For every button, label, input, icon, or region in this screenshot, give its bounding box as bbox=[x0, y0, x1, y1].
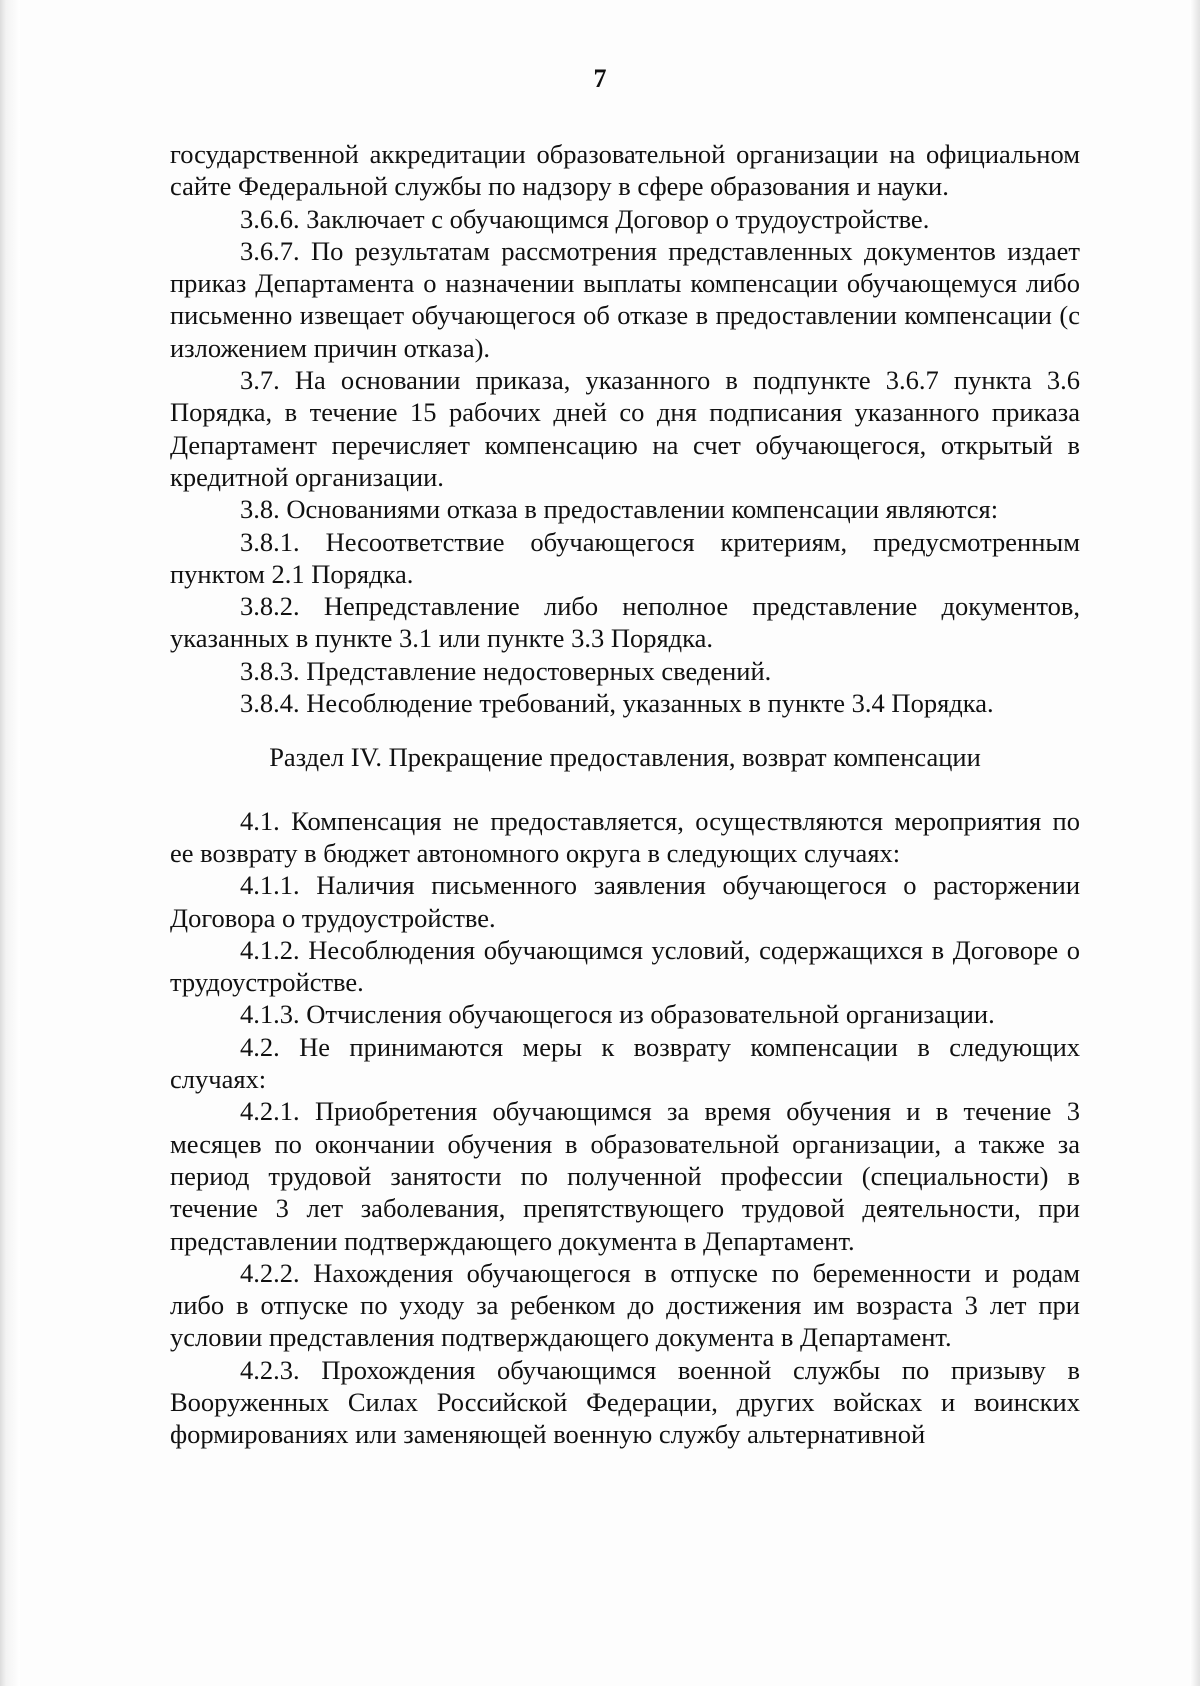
paragraph-4-1-3: 4.1.3. Отчисления обучающегося из образовательной организации. bbox=[240, 999, 995, 1030]
scan-edge-right bbox=[1190, 0, 1200, 1686]
paragraph-4-1-1: 4.1.1. Наличия письменного заявления обучающегося о расторжении Договора о трудоустройстве. bbox=[170, 870, 1080, 933]
paragraph-4-2: 4.2. Не принимаются меры к возврату компенсации в следующих случаях: bbox=[170, 1031, 1080, 1095]
paragraph-3-8-2: 3.8.2. Непредставление либо неполное представление документов, указанных в пункте 3.1 или пункте 3.3 Порядка. bbox=[170, 591, 1080, 654]
paragraph-4-1-2: 4.1.2. Несоблюдения обучающимся условий, содержащихся в Договоре о трудоустройстве. bbox=[170, 934, 1080, 998]
paragraph-4-2-1: 4.2.1. Приобретения обучающимся за время обучения и в течение 3 месяцев по окончании обучения в образовательной организации, а также за период трудовой занятости по полученной профессии (специальности) в течение 3 лет заболевания, препятствующего трудовой деятельности, при представлении подтверждающего документа в Департамент. bbox=[170, 1096, 1080, 1256]
paragraph-3-6-6: 3.6.6. Заключает с обучающимся Договор о трудоустройстве. bbox=[240, 203, 930, 234]
paragraph-3-7: 3.7. На основании приказа, указанного в подпункте 3.6.7 пункта 3.6 Порядка, в течение 15 рабочих дней со дня подписания указанного приказа Департамент перечисляет компенсацию на счет обучающегося, открытый в кредитной организации. bbox=[170, 365, 1080, 492]
paragraph-3-8-4: 3.8.4. Несоблюдение требований, указанных в пункте 3.4 Порядка. bbox=[240, 688, 994, 719]
paragraph-3-8: 3.8. Основаниями отказа в предоставлении компенсации являются: bbox=[240, 494, 999, 525]
scan-edge-left bbox=[0, 0, 20, 1686]
paragraph-3-8-1: 3.8.1. Несоответствие обучающегося критериям, предусмотренным пунктом 2.1 Порядка. bbox=[170, 526, 1080, 589]
paragraph-3-8-3: 3.8.3. Представление недостоверных сведений. bbox=[240, 655, 772, 686]
section-heading-iv: Раздел IV. Прекращение предоставления, возврат компенсации bbox=[269, 742, 981, 773]
paragraph-4-2-2: 4.2.2. Нахождения обучающегося в отпуске по беременности и родам либо в отпуске по уходу за ребенком до достижения им возраста 3 лет при условии представления подтверждающего документа в Департамент. bbox=[170, 1257, 1080, 1353]
paragraph-continuation: государственной аккредитации образовательной организации на официальном сайте Федеральной службы по надзору в сфере образования и науки. bbox=[170, 139, 1080, 202]
paragraph-3-6-7: 3.6.7. По результатам рассмотрения представленных документов издает приказ Департамента о назначении выплаты компенсации обучающемуся либо письменно извещает обучающегося об отказе в предоставлении компенсации (с изложением причин отказа). bbox=[170, 235, 1080, 363]
document-body bbox=[170, 138, 1080, 1451]
paragraph-4-2-3: 4.2.3. Прохождения обучающимся военной службы по призыву в Вооруженных Силах Российской Федерации, других войсках и воинских формированиях или заменяющей военную службу альтернативной bbox=[170, 1354, 1080, 1450]
page-number: 7 bbox=[593, 64, 607, 93]
paragraph-4-1: 4.1. Компенсация не предоставляется, осуществляются мероприятия по ее возврату в бюджет автономного округа в следующих случаях: bbox=[170, 805, 1080, 868]
